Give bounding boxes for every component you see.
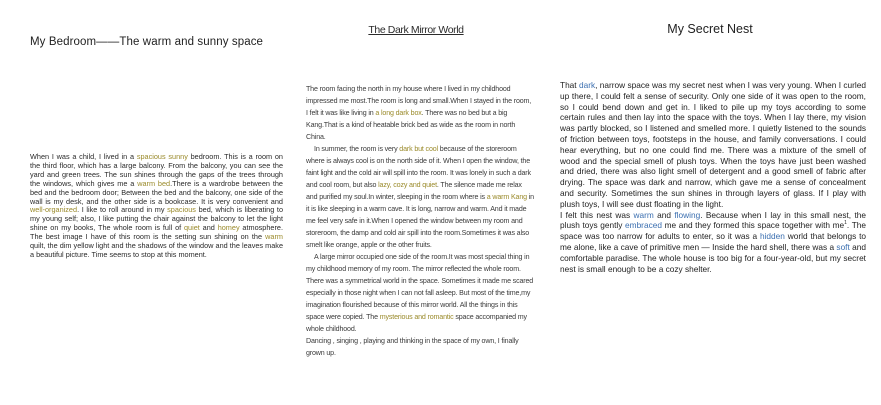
- highlighted-word: hidden: [759, 231, 785, 242]
- body-text: . The space was too narrow for adults to enter, so it was a: [560, 220, 866, 242]
- body-text: .There is a wardrobe between the bed and the bedroom door; Between the bed and the balcony, one side of the wall is my desk, and the other side is a bookcase. It is very convenient and: [30, 178, 283, 206]
- highlighted-phrase: warm: [265, 232, 283, 242]
- article-title: The Dark Mirror World: [368, 24, 464, 36]
- paragraph: [306, 251, 534, 335]
- highlighted-phrase: lazy, cozy and quiet: [378, 181, 437, 189]
- body-text: Dancing , singing , playing and thinking in the space of my own, I finally grown up.: [306, 337, 519, 357]
- footnote-marker: 1: [844, 220, 847, 227]
- body-text: , narrow space was my secret nest when I was very young. When I curled up there, I could felt a sense of security. Only one side of it was open to the room, so I could bend down and get in. I liked to pile up my toys according to some certain rules and then lay into the space with the toys. When I lay there, my vision was partly blocked, so I listened and smelled more. I quietly listened to the sounds of friction between toys, footsteps in the house, and family conversations. I could hear everything, but no one could find me. There was a mixture of the smell of wood and the special smell of plush toys. When the toys have just been washed and dried, there was also light smell of detergent and a good smell of fabric after drying. The space was dark and narrow, which gave me a sense of concealment and security. Sometimes the sun shines in through layers of glass. If I play with plush toys, I will see dust floating in the light.: [560, 80, 866, 209]
- highlighted-phrase: warm bed: [137, 178, 171, 188]
- highlighted-phrase: homey: [217, 223, 240, 233]
- highlighted-phrase: a long dark box: [375, 109, 422, 117]
- highlighted-word: dark: [578, 80, 596, 90]
- body-text: The room facing the north in my house where I lived in my childhood impressed me most.The room is long and small.When I stayed in the room, I felt it was like living in: [306, 85, 532, 117]
- body-text: bed, which is liberating to my young self; also, I like putting the chair against the balcony to let the light shine on my books, The whole room is full of: [30, 205, 284, 233]
- paragraph: [560, 210, 866, 275]
- highlighted-word: warm: [633, 209, 654, 220]
- article-title: My Bedroom——The warm and sunny space: [30, 36, 264, 48]
- body-text: and comfortable paradise. The whole house is too big for a four-year-old, but my secret nest is small enough to be a cozy shelter.: [560, 241, 866, 274]
- highlighted-word: soft: [836, 241, 850, 252]
- body-text: . There was no bed but a big Kang.That is a kind of heatable brick bed as wide as the room in north China.: [306, 109, 516, 141]
- body-text: That: [560, 80, 579, 90]
- article-body: [30, 153, 283, 260]
- highlighted-phrase: mysterious and romantic: [379, 313, 454, 321]
- body-text: In summer, the room is very: [314, 145, 400, 153]
- highlighted-phrase: a warm Kang: [486, 193, 527, 201]
- body-text: and: [199, 223, 218, 233]
- highlighted-phrase: spacious: [167, 205, 196, 215]
- body-text: space accompanied my whole childhood.: [306, 313, 527, 333]
- highlighted-phrase: spacious sunny: [136, 152, 188, 161]
- highlighted-phrase: quiet: [184, 223, 200, 233]
- paragraph: [560, 80, 866, 210]
- highlighted-phrase: well-organized: [30, 205, 78, 215]
- body-text: in it is like sleeping in a warm cave. It is long, narrow and warm. And it made me feel very safe in it.When I opened the window between my room and storeroom, the damp and cold air spill into the room.Sometimes it was also smelt like orange, apple or the other fruits.: [306, 193, 534, 249]
- body-text: atmosphere. The best image I have of this room is the setting sun shining on the: [30, 223, 283, 242]
- body-text: quilt, the dim yellow light and the shadows of the window and the leaves make a beautiful picture. Time seems to stop at this moment.: [30, 241, 283, 259]
- highlighted-word: flowing: [674, 209, 701, 220]
- body-text: bedroom. This is a room on the third floor, which has a large balcony. From the balcony, you can see the yard and green trees. The sun shines through the gaps of the trees through the windows, which gives me a: [30, 152, 283, 188]
- body-text: world that belongs to me alone, like a cave of primitive men — Inside the hard shell, there was a: [560, 231, 867, 252]
- body-text: me and they formed this space together with me: [661, 220, 845, 231]
- article-body: [560, 80, 866, 274]
- highlighted-phrase: dark but cool: [399, 145, 438, 153]
- paragraph: [306, 143, 534, 251]
- paragraph: [306, 83, 534, 143]
- article-body: [306, 83, 534, 359]
- body-text: . Because when I lay in this small nest, the plush toys gently: [560, 209, 866, 231]
- paragraph: [306, 335, 534, 359]
- body-text: . The silence made me relax and purified my soul.In winter, sleeping in the room where is: [306, 181, 522, 201]
- body-text: When I was a child, I lived in a: [30, 152, 137, 161]
- body-text: because of the storeroom where is always cool is on the north side of it. When I open the window, the faint light and the cold air will spill into the room. It was lonely in such a dark and cool room, but also: [306, 145, 531, 189]
- article-title: My Secret Nest: [667, 22, 753, 36]
- highlighted-word: embraced: [625, 220, 662, 231]
- body-text: I felt this nest was: [560, 209, 634, 220]
- body-text: and: [653, 209, 675, 220]
- body-text: A large mirror occupied one side of the room.It was most special thing in my childhood memory of my room. The mirror reflected the whole room. There was a symmetrical world in the space. Sometimes it made me scared especially in those night when I can not fall asleep. But most of the time,my imagination flourished because of this mirror world. All the things in this space were copied. The: [306, 253, 534, 321]
- body-text: . I like to roll around in my: [77, 205, 168, 215]
